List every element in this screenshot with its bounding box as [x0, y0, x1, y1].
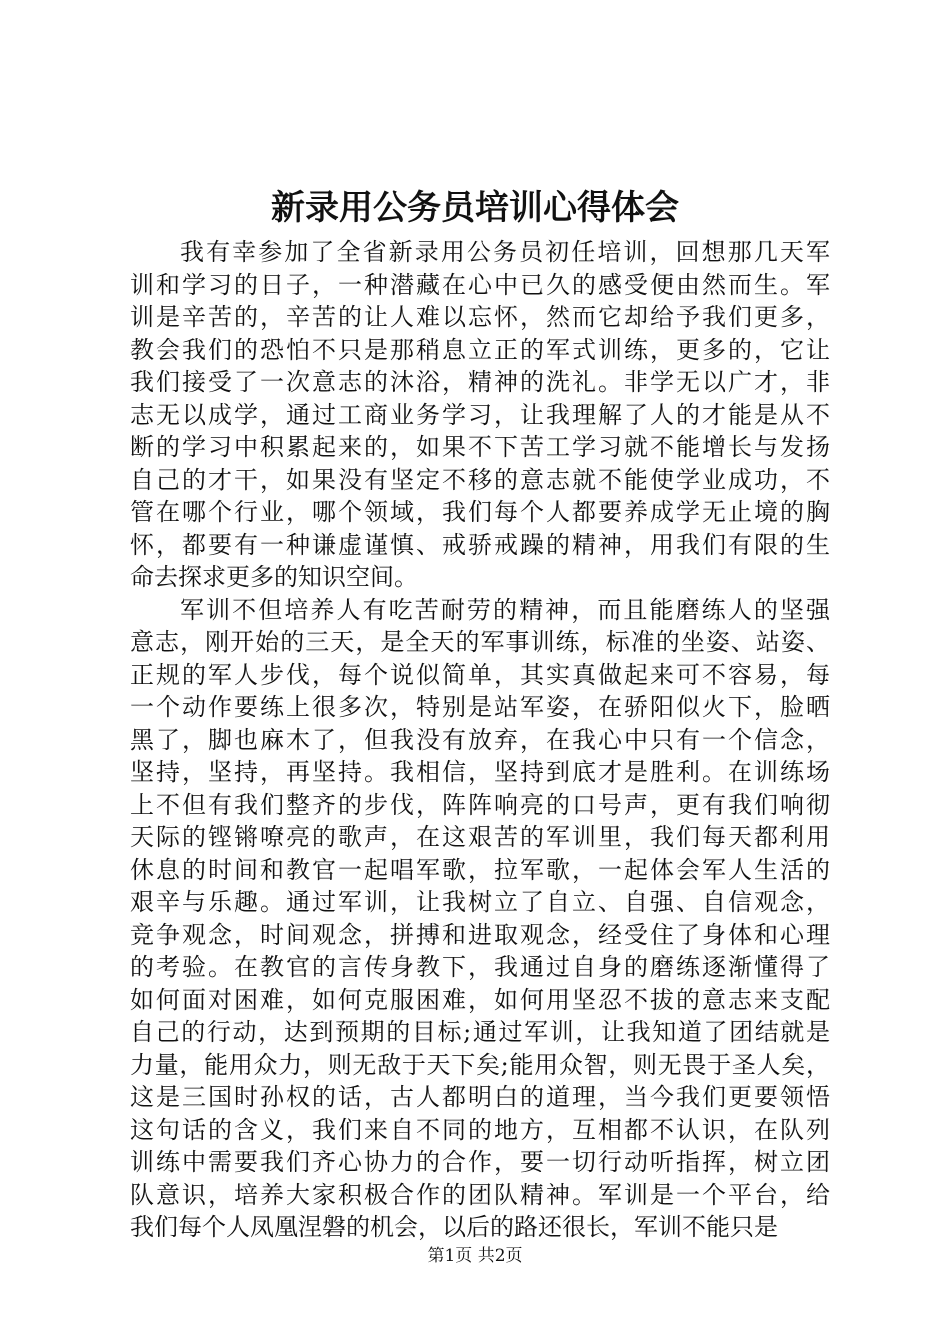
text-line: 的考验。在教官的言传身教下，我通过自身的磨练逐渐懂得了 [130, 953, 830, 981]
text-line: 一个动作要练上很多次，特别是站军姿，在骄阳似火下，脸晒 [130, 693, 830, 721]
text-line: 队意识，培养大家积极合作的团队精神。军训是一个平台，给 [130, 1180, 830, 1209]
document-body [130, 236, 830, 1244]
text-line: 我有幸参加了全省新录用公务员初任培训，回想那几天军 [180, 238, 830, 266]
text-line: 坚持，坚持，再坚持。我相信，坚持到底才是胜利。在训练场 [130, 758, 830, 786]
text-line: 管在哪个行业，哪个领域，我们每个人都要养成学无止境的胸 [130, 498, 830, 526]
text-line: 教会我们的恐怕不只是那稍息立正的军式训练，更多的，它让 [130, 335, 830, 364]
paragraph [130, 236, 830, 594]
text-line: 自己的行动，达到预期的目标;通过军训，让我知道了团结就是 [130, 1018, 830, 1046]
paragraph [130, 594, 830, 1244]
text-line: 天际的铿锵嘹亮的歌声，在这艰苦的军训里，我们每天都利用 [130, 823, 830, 851]
text-line: 训和学习的日子，一种潜藏在心中已久的感受便由然而生。军 [130, 270, 830, 299]
text-line: 上不但有我们整齐的步伐，阵阵响亮的口号声，更有我们响彻 [130, 790, 830, 819]
text-line: 力量，能用众力，则无敌于天下矣;能用众智，则无畏于圣人矣， [130, 1050, 830, 1079]
text-line: 这是三国时孙权的话，古人都明白的道理，当今我们更要领悟 [130, 1083, 830, 1111]
text-line: 这句话的含义，我们来自不同的地方，互相都不认识，在队列 [130, 1115, 830, 1144]
text-line: 艰辛与乐趣。通过军训，让我树立了自立、自强、自信观念， [130, 888, 830, 916]
text-line: 志无以成学，通过工商业务学习，让我理解了人的才能是从不 [130, 400, 830, 429]
text-line: 我们接受了一次意志的沐浴，精神的洗礼。非学无以广才，非 [130, 368, 830, 396]
text-line: 怀，都要有一种谦虚谨慎、戒骄戒躁的精神，用我们有限的生 [130, 530, 830, 559]
text-line: 休息的时间和教官一起唱军歌，拉军歌，一起体会军人生活的 [130, 855, 830, 884]
text-line: 我们每个人凤凰涅磐的机会，以后的路还很长，军训不能只是 [130, 1213, 778, 1241]
text-line: 训练中需要我们齐心协力的合作，要一切行动听指挥，树立团 [130, 1148, 830, 1176]
page-footer: 第1页 共2页 [427, 1246, 523, 1266]
text-line: 自己的才干，如果没有坚定不移的意志就不能使学业成功，不 [130, 465, 830, 494]
text-line: 正规的军人步伐，每个说似简单，其实真做起来可不容易，每 [130, 660, 830, 689]
text-line: 如何面对困难，如何克服困难，如何用坚忍不拔的意志来支配 [130, 985, 830, 1014]
text-line: 竞争观念，时间观念，拼搏和进取观念，经受住了身体和心理 [130, 920, 830, 949]
text-line: 命去探求更多的知识空间。 [130, 563, 418, 591]
text-line: 黑了，脚也麻木了，但我没有放弃，在我心中只有一个信念， [130, 725, 830, 754]
text-line: 断的学习中积累起来的，如果不下苦工学习就不能增长与发扬 [130, 433, 830, 461]
text-line: 意志，刚开始的三天，是全天的军事训练，标准的坐姿、站姿、 [130, 628, 830, 656]
document-title: 新录用公务员培训心得体会 [271, 188, 679, 228]
text-line: 训是辛苦的，辛苦的让人难以忘怀，然而它却给予我们更多， [130, 303, 830, 331]
text-line: 军训不但培养人有吃苦耐劳的精神，而且能磨练人的坚强 [180, 595, 830, 624]
